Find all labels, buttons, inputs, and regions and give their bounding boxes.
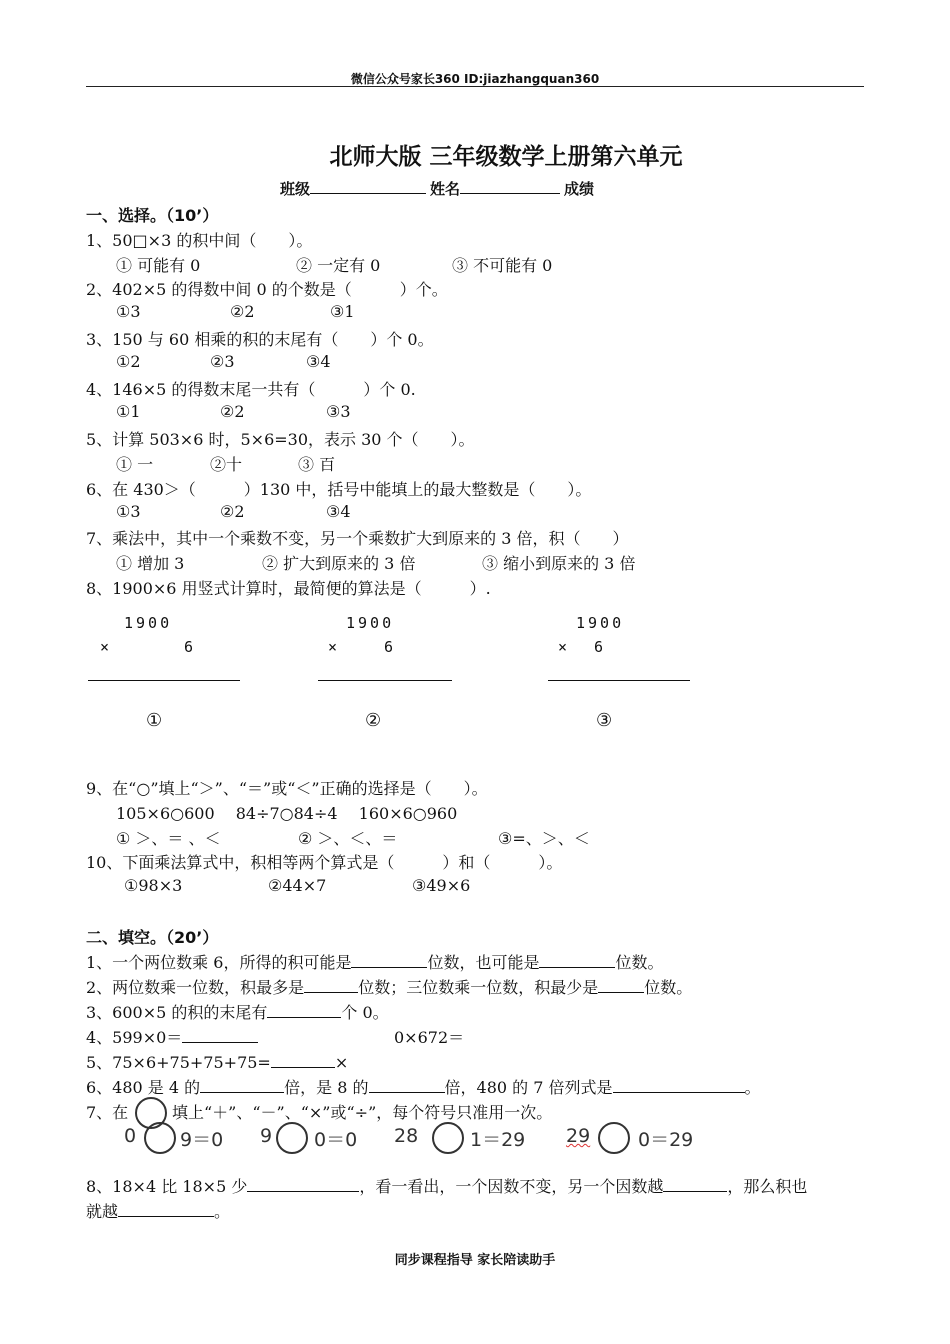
calc2-rule — [318, 680, 452, 681]
fill8-text-a: 8、18×4 比 18×5 少 — [86, 1177, 248, 1196]
fill2-text-a: 2、两位数乘一位数，积最多是 — [86, 978, 305, 997]
q1-stem: 1、50□×3 的积中间（ ）。 — [86, 231, 313, 250]
fill3 — [86, 1000, 389, 1023]
fill4-right: 0×672＝ — [394, 1028, 465, 1047]
calc1-top: 1900 — [124, 614, 173, 632]
fill5 — [86, 1050, 348, 1073]
calc3-label[interactable]: ③ — [596, 710, 613, 731]
q5-stem: 5、计算 503×6 时，5×6=30，表示 30 个（ ）。 — [86, 430, 475, 449]
fill6-blank3[interactable] — [613, 1076, 745, 1093]
fill4-left — [86, 1025, 258, 1048]
q3-option1[interactable]: ①2 — [116, 352, 141, 371]
header-divider — [86, 86, 864, 87]
fill1-text-c: 位数。 — [615, 953, 664, 972]
q7-option3[interactable]: ③ 缩小到原来的 3 倍 — [482, 554, 636, 573]
fill4-blank1[interactable] — [182, 1026, 258, 1043]
fill7-e2-circle[interactable] — [276, 1122, 308, 1154]
q9-expressions: 105×6○600 84÷7○84÷4 160×6○960 — [116, 804, 458, 823]
calc2-label[interactable]: ② — [365, 710, 382, 731]
q4-option3[interactable]: ③3 — [326, 402, 351, 421]
fill7-e3-left: 28 — [394, 1125, 419, 1147]
q3-option3[interactable]: ③4 — [306, 352, 331, 371]
calc2-operator: × — [328, 638, 341, 656]
fill8-blank1[interactable] — [247, 1175, 359, 1192]
name-label: 姓名 — [430, 180, 461, 198]
fill8-line1 — [86, 1174, 807, 1197]
fill6-blank1[interactable] — [200, 1076, 284, 1093]
q2-option2[interactable]: ②2 — [230, 302, 255, 321]
q7-option1[interactable]: ① 增加 3 — [116, 554, 185, 573]
q9-option1[interactable]: ① ＞、＝ 、＜ — [116, 829, 221, 848]
q9-stem: 9、在“○”填上“＞”、“＝”或“＜”正确的选择是（ ）。 — [86, 779, 488, 798]
fill1-text-a: 1、一个两位数乘 6，所得的积可能是 — [86, 953, 352, 972]
fill6-text-b: 倍，是 8 的 — [284, 1078, 369, 1097]
fill6-text-c: 倍，480 的 7 倍列式是 — [444, 1078, 613, 1097]
q9-option3[interactable]: ③=、＞、＜ — [498, 829, 590, 848]
fill7-e1-circle[interactable] — [144, 1122, 176, 1154]
fill6-text-d: 。 — [744, 1078, 761, 1097]
calc3-rule — [548, 680, 690, 681]
q1-option3[interactable]: ③ 不可能有 0 — [452, 256, 553, 275]
footer-text: 同步课程指导 家长陪读助手 — [394, 1253, 556, 1268]
section1-heading: 一、选择。（10’） — [86, 206, 219, 225]
fill7-e2-right: 0＝0 — [314, 1129, 358, 1151]
class-field — [280, 178, 426, 199]
q1-option2[interactable]: ② 一定有 0 — [296, 256, 381, 275]
fill1-blank1[interactable] — [351, 951, 427, 968]
fill1-text-b: 位数，也可能是 — [427, 953, 540, 972]
fill5-text-a: 5、75×6+75+75+75= — [86, 1053, 271, 1072]
calc1-label[interactable]: ① — [146, 710, 163, 731]
fill3-blank[interactable] — [267, 1001, 341, 1018]
fill7-e3-right: 1＝29 — [470, 1129, 526, 1151]
fill2-text-b: 位数；三位数乘一位数，积最少是 — [358, 978, 599, 997]
q7-stem: 7、乘法中，其中一个乘数不变，另一个乘数扩大到原来的 3 倍，积（ ） — [86, 529, 629, 548]
fill8-text-c: ，那么积也 — [727, 1177, 808, 1196]
fill7-e2-left: 9 — [260, 1125, 273, 1147]
fill7-e3-circle[interactable] — [432, 1122, 464, 1154]
fill7-a: 7、在 — [86, 1103, 129, 1122]
name-blank[interactable] — [460, 178, 560, 194]
class-label: 班级 — [280, 180, 311, 198]
q6-option2[interactable]: ②2 — [220, 502, 245, 521]
q8-stem: 8、1900×6 用竖式计算时，最简便的算法是（ ）. — [86, 579, 491, 598]
fill8-blank2[interactable] — [663, 1175, 727, 1192]
fill7-e4-right: 0＝29 — [638, 1129, 694, 1151]
fill7-e1-right: 9＝0 — [180, 1129, 224, 1151]
q5-option1[interactable]: ① 一 — [116, 455, 154, 474]
q6-stem: 6、在 430＞（ ）130 中，括号中能填上的最大整数是（ ）。 — [86, 480, 592, 499]
q2-stem: 2、402×5 的得数中间 0 的个数是（ ）个。 — [86, 280, 448, 299]
q7-option2[interactable]: ② 扩大到原来的 3 倍 — [262, 554, 416, 573]
q10-stem: 10、下面乘法算式中，积相等两个算式是（ ）和（ ）。 — [86, 853, 563, 872]
fill6-blank2[interactable] — [369, 1076, 445, 1093]
q4-option2[interactable]: ②2 — [220, 402, 245, 421]
q5-option2[interactable]: ②十 — [210, 455, 243, 474]
q10-option3[interactable]: ③49×6 — [412, 876, 471, 895]
fill5-text-b: × — [334, 1053, 349, 1072]
fill4-text-a: 4、599×0＝ — [86, 1028, 183, 1047]
calc3-bottom: 6 — [594, 638, 607, 656]
class-blank[interactable] — [310, 178, 426, 194]
fill5-blank[interactable] — [271, 1051, 335, 1068]
fill2-text-c: 位数。 — [644, 978, 693, 997]
fill8-text-d: 就越 — [86, 1202, 119, 1221]
fill8-text-b: ，看一看出，一个因数不变，另一个因数越 — [359, 1177, 664, 1196]
q2-option1[interactable]: ①3 — [116, 302, 141, 321]
calc1-rule — [88, 680, 240, 681]
q4-option1[interactable]: ①1 — [116, 402, 141, 421]
fill6 — [86, 1075, 761, 1098]
fill8-line2 — [86, 1199, 230, 1222]
fill3-text-b: 个 0。 — [341, 1003, 389, 1022]
fill7-e4-left: 29 — [566, 1125, 591, 1147]
score-label: 成绩 — [564, 180, 595, 198]
q9-option2[interactable]: ② ＞、＜、＝ — [298, 829, 398, 848]
section2-heading: 二、填空。（20’） — [86, 928, 219, 947]
calc2-bottom: 6 — [384, 638, 397, 656]
q3-stem: 3、150 与 60 相乘的积的末尾有（ ）个 0。 — [86, 330, 434, 349]
q6-option3[interactable]: ③4 — [326, 502, 351, 521]
q4-stem: 4、146×5 的得数末尾一共有（ ）个 0. — [86, 380, 416, 399]
calc3-operator: × — [558, 638, 571, 656]
fill7-e4-circle[interactable] — [598, 1122, 630, 1154]
calc3-top: 1900 — [576, 614, 625, 632]
q3-option2[interactable]: ②3 — [210, 352, 235, 371]
calc2-top: 1900 — [346, 614, 395, 632]
q2-option3[interactable]: ③1 — [330, 302, 355, 321]
fill7-e1-left: 0 — [124, 1125, 137, 1147]
q6-option1[interactable]: ①3 — [116, 502, 141, 521]
q10-option2[interactable]: ②44×7 — [268, 876, 327, 895]
calc1-bottom: 6 — [184, 638, 197, 656]
q10-option1[interactable]: ①98×3 — [124, 876, 183, 895]
fill6-text-a: 6、480 是 4 的 — [86, 1078, 201, 1097]
page-title: 北师大版 三年级数学上册第六单元 — [329, 144, 683, 170]
fill2-blank1[interactable] — [304, 976, 358, 993]
fill8-blank3[interactable] — [118, 1200, 214, 1217]
fill8-text-e: 。 — [214, 1202, 231, 1221]
header-text: 微信公众号家长360 ID:jiazhangquan360 — [350, 72, 600, 86]
calc1-operator: × — [100, 638, 113, 656]
name-field — [430, 178, 560, 199]
fill2 — [86, 975, 692, 998]
q5-option3[interactable]: ③ 百 — [298, 455, 336, 474]
fill1-blank2[interactable] — [539, 951, 615, 968]
fill7-b: 填上“＋”、“－”、“×”或“÷”，每个符号只准用一次。 — [172, 1103, 553, 1122]
fill3-text-a: 3、600×5 的积的末尾有 — [86, 1003, 268, 1022]
fill2-blank2[interactable] — [598, 976, 644, 993]
q1-option1[interactable]: ① 可能有 0 — [116, 256, 201, 275]
fill1 — [86, 950, 663, 973]
